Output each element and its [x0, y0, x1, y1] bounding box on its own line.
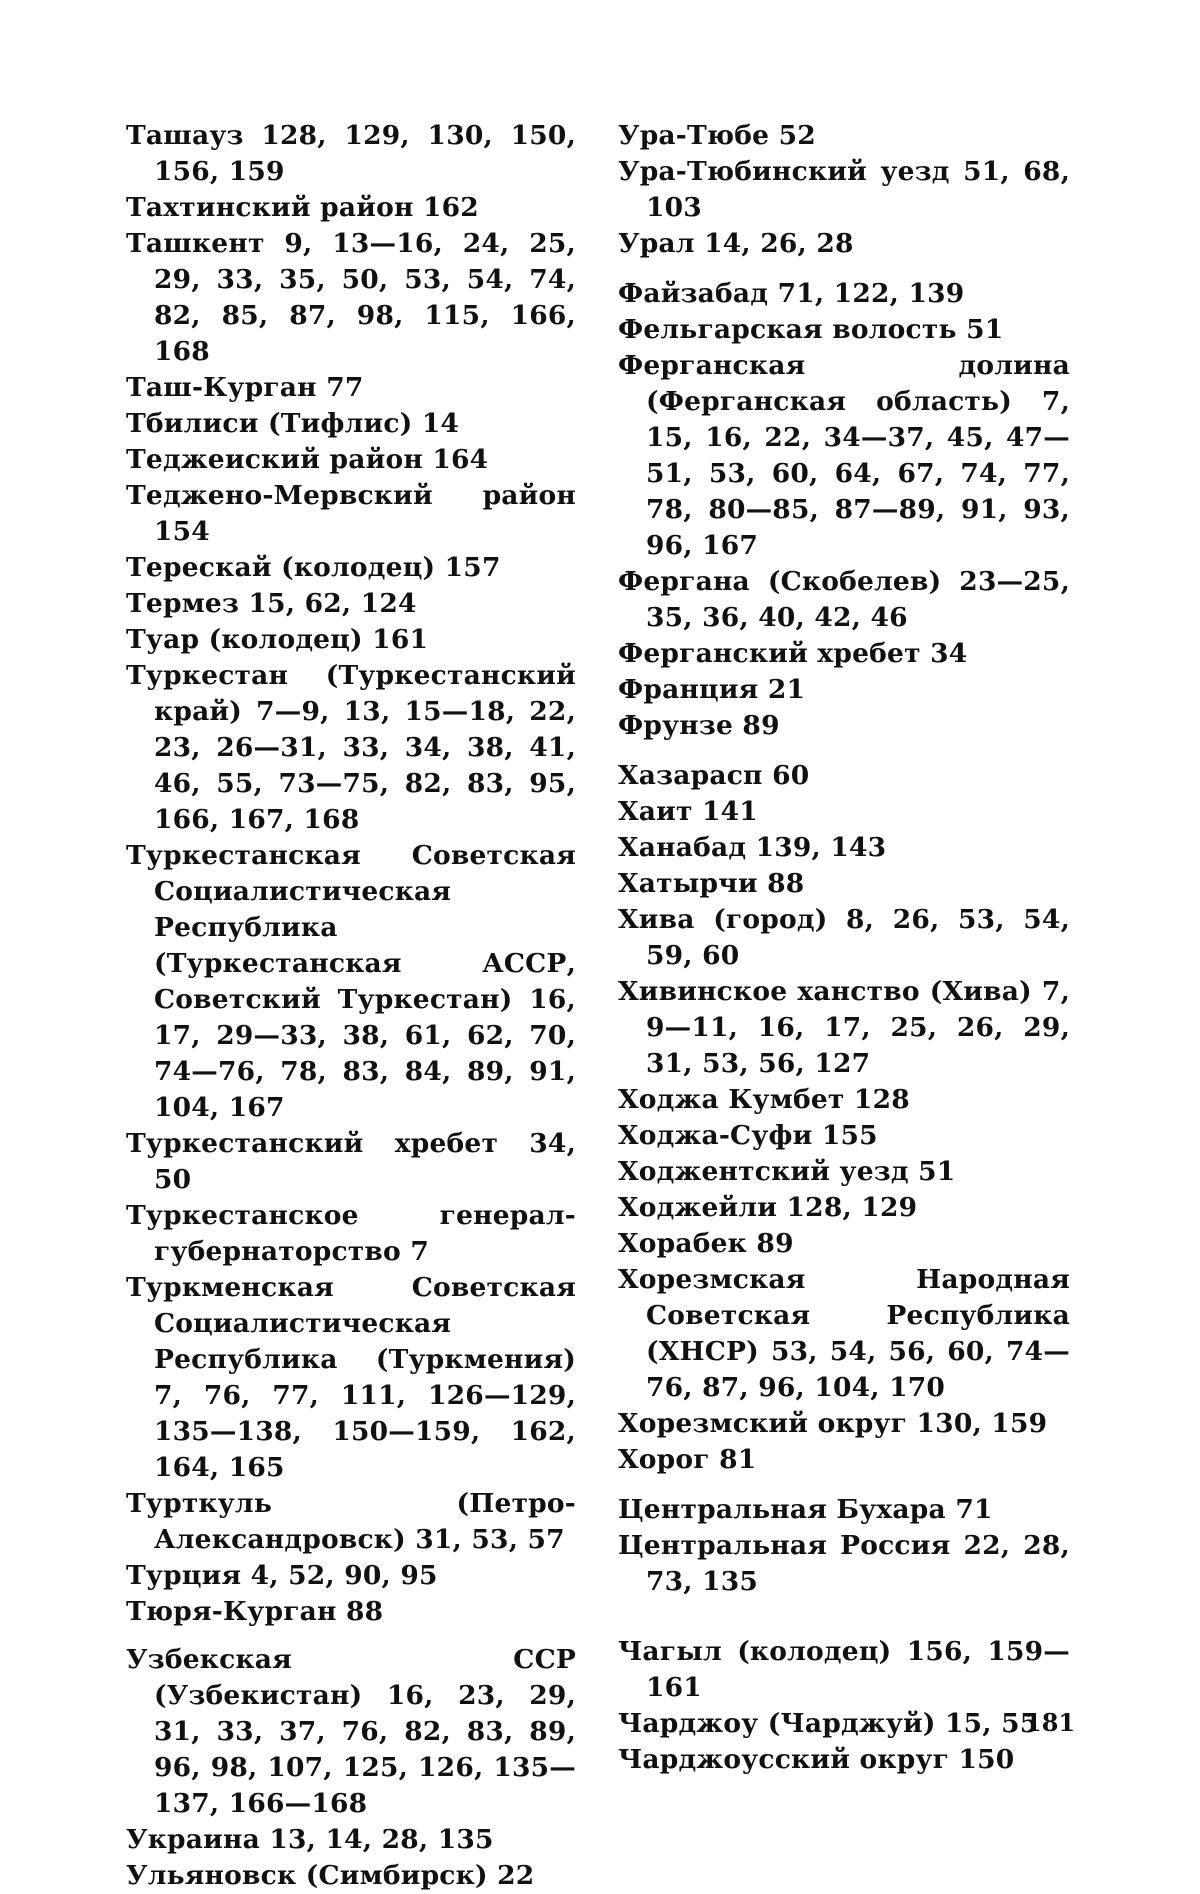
index-entry: Терескай (колодец) 157: [126, 552, 501, 583]
index-entry: Франция 21: [618, 674, 806, 705]
index-entry: Туркестанский хребет 34, 50: [126, 1128, 576, 1195]
index-entry: Ташауз 128, 129, 130, 150, 156, 159: [126, 120, 576, 187]
letter-group-gap: [618, 744, 1070, 758]
index-entry: Туар (колодец) 161: [126, 624, 429, 655]
index-entry: Термез 15, 62, 124: [126, 588, 417, 619]
index-entry: Чарджоусский округ 150: [618, 1744, 1015, 1775]
letter-group-gap: [618, 262, 1070, 276]
index-entry: Туркестан (Туркестанский край) 7—9, 13, 15—18, 22, 23, 26—31, 33, 34, 38, 41, 46, 55, 73—75, 82, 83, 95, 166, 167, 168: [126, 660, 576, 835]
index-entry: Ходжентский уезд 51: [618, 1156, 956, 1187]
index-entry: Фельгарская волость 51: [618, 314, 1004, 345]
index-entry: Теджеиский район 164: [126, 444, 489, 475]
index-entry: Тюря-Курган 88: [126, 1596, 384, 1627]
index-entry: Чарджоу (Чарджуй) 15, 55: [618, 1708, 1039, 1739]
index-entry: Хазарасп 60: [618, 760, 810, 791]
letter-group-gap: [126, 1630, 576, 1642]
index-entry: Центральная Бухара 71: [618, 1494, 993, 1525]
index-entry: Хаит 141: [618, 796, 758, 827]
index-entry: Турция 4, 52, 90, 95: [126, 1560, 438, 1591]
letter-group-gap: [618, 1478, 1070, 1492]
index-entry: Ферганский хребет 34: [618, 638, 968, 669]
index-entry: Урал 14, 26, 28: [618, 228, 854, 259]
index-column-left: [126, 118, 576, 1894]
index-entry: Хива (город) 8, 26, 53, 54, 59, 60: [618, 904, 1070, 971]
index-entry: Фрунзе 89: [618, 710, 780, 741]
index-entry: Ульяновск (Симбирск) 22: [126, 1860, 535, 1891]
index-entry: Ура-Тюбе 52: [618, 120, 816, 151]
index-entry: Тахтинский район 162: [126, 192, 479, 223]
index-entry: Турткуль (Петро-Александровск) 31, 53, 57: [126, 1488, 576, 1555]
index-entry: Ташкент 9, 13—16, 24, 25, 29, 33, 35, 50, 53, 54, 74, 82, 85, 87, 98, 115, 166, 168: [126, 228, 576, 367]
index-entry: Фергана (Скобелев) 23—25, 35, 36, 40, 42, 46: [618, 566, 1070, 633]
index-column-right: [618, 118, 1070, 1778]
index-entry: Ходжа-Суфи 155: [618, 1120, 878, 1151]
index-entry: Туркменская Советская Социалистическая Республика (Туркмения) 7, 76, 77, 111, 126—129, 135—138, 150—159, 162, 164, 165: [126, 1272, 576, 1483]
index-entry: Хатырчи 88: [618, 868, 805, 899]
index-entry: Файзабад 71, 122, 139: [618, 278, 965, 309]
index-entry: Центральная Россия 22, 28, 73, 135: [618, 1530, 1070, 1597]
index-entry: Хорабек 89: [618, 1228, 794, 1259]
index-entry: Теджено-Мервский район 154: [126, 480, 576, 547]
index-entry: Хивинское ханство (Хива) 7, 9—11, 16, 17, 25, 26, 29, 31, 53, 56, 127: [618, 976, 1070, 1079]
index-entry: Туркестанское генерал-губернаторство 7: [126, 1200, 576, 1267]
index-entry: Узбекская ССР (Узбекистан) 16, 23, 29, 31, 33, 37, 76, 82, 83, 89, 96, 98, 107, 125, 126, 135—137, 166—168: [126, 1644, 576, 1819]
index-entry: Хорезмский округ 130, 159: [618, 1408, 1048, 1439]
letter-group-gap: [618, 1600, 1070, 1634]
index-entry: Ура-Тюбинский уезд 51, 68, 103: [618, 156, 1070, 223]
index-entry: Чагыл (колодец) 156, 159—161: [618, 1636, 1070, 1703]
index-entry: Ходжа Кумбет 128: [618, 1084, 910, 1115]
index-entry: Ходжейли 128, 129: [618, 1192, 918, 1223]
index-entry: Ферганская долина (Ферганская область) 7, 15, 16, 22, 34—37, 45, 47—51, 53, 60, 64, 67, 74, 77, 78, 80—85, 87—89, 91, 93, 96, 167: [618, 350, 1070, 561]
index-entry: Хорог 81: [618, 1444, 757, 1475]
index-entry: Хорезмская Народная Советская Республика (ХНСР) 53, 54, 56, 60, 74—76, 87, 96, 104, 170: [618, 1264, 1070, 1403]
index-entry: Украина 13, 14, 28, 135: [126, 1824, 494, 1855]
index-entry: Таш-Курган 77: [126, 372, 364, 403]
page-number: 181: [1025, 1708, 1076, 1737]
index-entry: Тбилиси (Тифлис) 14: [126, 408, 460, 439]
index-entry: Туркестанская Советская Социалистическая Республика (Туркестанская АССР, Советский Туркестан) 16, 17, 29—33, 38, 61, 62, 70, 74—76, 78, 83, 84, 89, 91, 104, 167: [126, 840, 576, 1123]
index-entry: Ханабад 139, 143: [618, 832, 887, 863]
